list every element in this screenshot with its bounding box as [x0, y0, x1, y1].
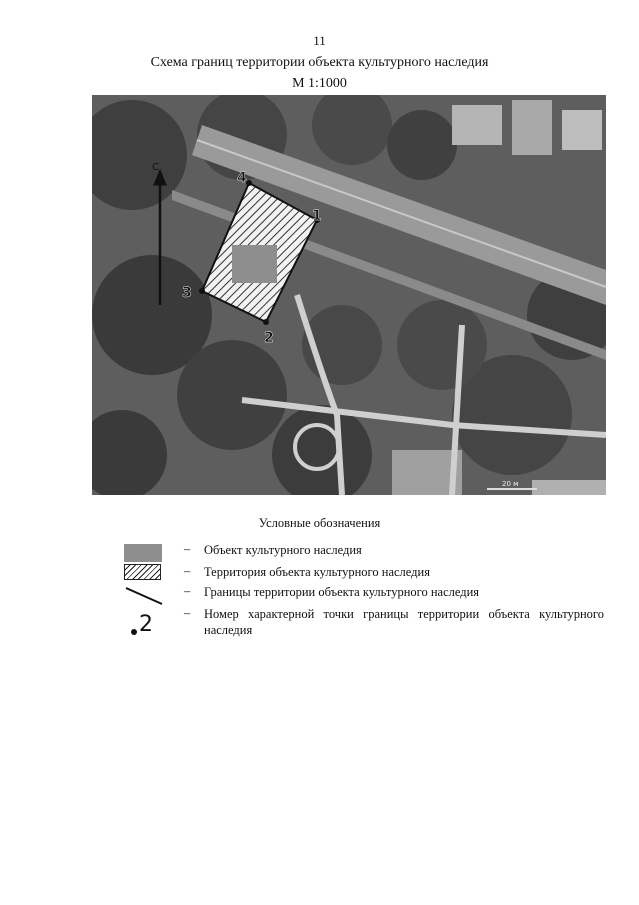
- point-3-label: 3: [182, 285, 192, 301]
- legend-dash: –: [184, 584, 191, 598]
- legend-item-label: Границы территории объекта культурного наследия: [204, 585, 480, 599]
- map-scale: М 1:1000: [292, 76, 347, 91]
- legend-item-label: Территория объекта культурного наследия: [204, 565, 430, 579]
- point-4-label: 4: [237, 170, 247, 186]
- page-number: 11: [313, 33, 326, 48]
- heritage-object: [232, 245, 277, 283]
- scale-bar-label: 20 м: [502, 480, 519, 488]
- point-symbol-label: 2: [139, 612, 153, 637]
- aerial-map: [92, 95, 606, 495]
- point-2-label: 2: [264, 330, 274, 346]
- legend-item-label: Номер характерной точки границы территории объекта культурного наследия: [204, 607, 604, 637]
- legend-title: Условные обозначения: [258, 516, 381, 530]
- map-canvas: [92, 95, 606, 495]
- legend-dash: –: [184, 606, 191, 620]
- object-fill-swatch-icon: [124, 544, 162, 562]
- legend-dash: –: [184, 542, 191, 556]
- legend-item-label: Объект культурного наследия: [204, 543, 362, 557]
- svg-text:С: С: [152, 162, 159, 173]
- point-1-label: 1: [312, 208, 322, 224]
- point-4-marker: [246, 180, 252, 186]
- legend-dash: –: [184, 564, 191, 578]
- hatch-swatch-icon: [124, 564, 161, 580]
- boundary-point-icon: [124, 606, 164, 642]
- point-2-marker: [263, 319, 269, 325]
- point-3-marker: [199, 288, 205, 294]
- boundary-line-icon: [124, 584, 164, 606]
- page-title: Схема границ территории объекта культурного наследия: [150, 55, 489, 70]
